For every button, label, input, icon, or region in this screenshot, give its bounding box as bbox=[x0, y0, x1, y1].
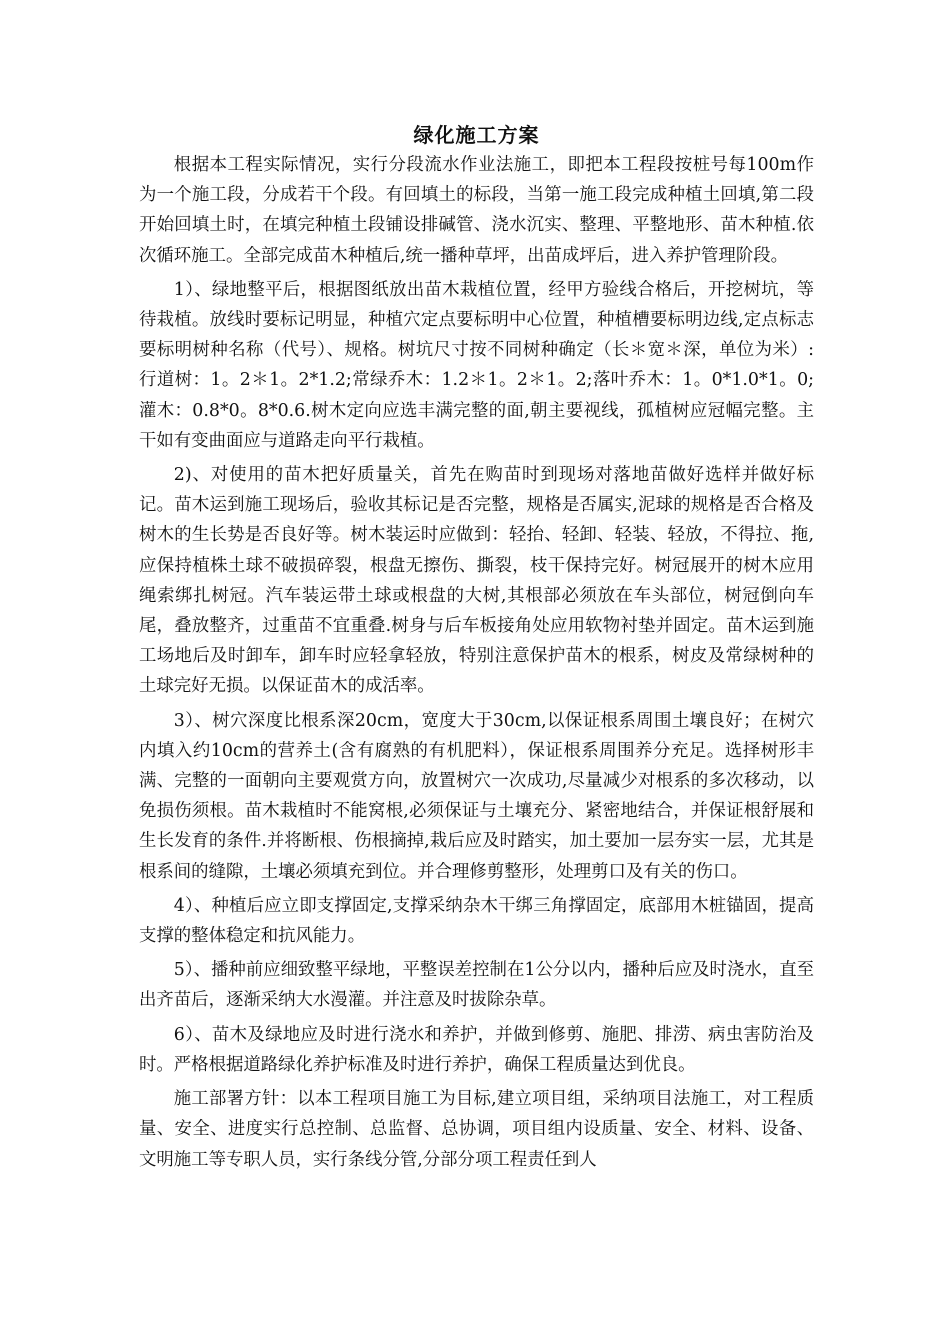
paragraph-item-3: 3）、树穴深度比根系深20cm，宽度大于30cm,以保证根系周围土壤良好；在树穴内填入约10cm的营养土(含有腐熟的有机肥料），保证根系周围养分充足。选择树形丰满、完整的一面朝向主要观赏方向，放置树穴一次成功,尽量减少对根系的多次移动，以免损伤须根。苗木栽植时不能窝根,必须保证与土壤充分、紧密地结合，并保证根舒展和生长发育的条件.并将断根、伤根摘掉,栽后应及时踏实，加土要加一层夯实一层，尤其是根系间的缝隙，土壤必须填充到位。并合理修剪整形，处理剪口及有关的伤口。 bbox=[139, 710, 814, 882]
paragraph-item-6: 6）、苗木及绿地应及时进行浇水和养护，并做到修剪、施肥、排涝、病虫害防治及时。严格根据道路绿化养护标准及时进行养护，确保工程质量达到优良。 bbox=[139, 1024, 814, 1075]
paragraph-intro: 根据本工程实际情况，实行分段流水作业法施工，即把本工程段按桩号每100m作为一个施工段，分成若干个段。有回填土的标段，当第一施工段完成种植土回填,第二段开始回填土时，在填完种植土段铺设排碱管、浇水沉实、整理、平整地形、苗木种植.依次循环施工。全部完成苗木种植后,统一播种草坪，出苗成坪后，进入养护管理阶段。 bbox=[139, 155, 814, 266]
paragraph-item-2: 2)、对使用的苗木把好质量关，首先在购苗时到现场对落地苗做好选样并做好标记。苗木运到施工现场后，验收其标记是否完整，规格是否属实,泥球的规格是否合格及树木的生长势是否良好等。树木装运时应做到：轻抬、轻卸、轻装、轻放，不得拉、拖,应保持植株土球不破损碎裂，根盘无擦伤、撕裂，枝干保持完好。树冠展开的树木应用绳索绑扎树冠。汽车装运带土球或根盘的大树,其根部必须放在车头部位，树冠倒向车尾，叠放整齐，过重苗不宜重叠.树身与后车板接角处应用软物衬垫并固定。苗木运到施工场地后及时卸车，卸车时应轻拿轻放，特别注意保护苗木的根系，树皮及常绿树种的土球完好无损。以保证苗木的成活率。 bbox=[139, 465, 814, 697]
document-title: 绿化施工方案 bbox=[413, 123, 540, 147]
paragraph-item-1: 1）、绿地整平后，根据图纸放出苗木栽植位置，经甲方验线合格后，开挖树坑，等待栽植。放线时要标记明显，种植穴定点要标明中心位置，种植槽要标明边线,定点标志要标明树种名称（代号）、规格。树坑尺寸按不同树种确定（长＊宽＊深，单位为米）:行道树：1。2＊1。2*1.2;常绿乔木：1.2＊1。2＊1。2;落叶乔木：1。0*1.0*1。0;灌木：0.8*0。8*0.6.树木定向应选丰满完整的面,朝主要视线，孤植树应冠幅完整。主干如有变曲面应与道路走向平行栽植。 bbox=[139, 279, 814, 451]
paragraph-item-4: 4）、种植后应立即支撑固定,支撑采纳杂木干绑三角撑固定，底部用木桩锚固，提高支撑的整体稳定和抗风能力。 bbox=[139, 895, 814, 947]
paragraph-item-5: 5）、播种前应细致整平绿地，平整误差控制在1公分以内，播种后应及时浇水，直至出齐苗后，逐渐采纳大水漫灌。并注意及时拔除杂草。 bbox=[139, 960, 814, 1011]
paragraph-deployment: 施工部署方针：以本工程项目施工为目标,建立项目组，采纳项目法施工，对工程质量、安全、进度实行总控制、总监督、总协调，项目组内设质量、安全、材料、设备、文明施工等专职人员，实行条线分管,分部分项工程责任到人 bbox=[139, 1089, 814, 1170]
document-body bbox=[139, 118, 814, 1179]
